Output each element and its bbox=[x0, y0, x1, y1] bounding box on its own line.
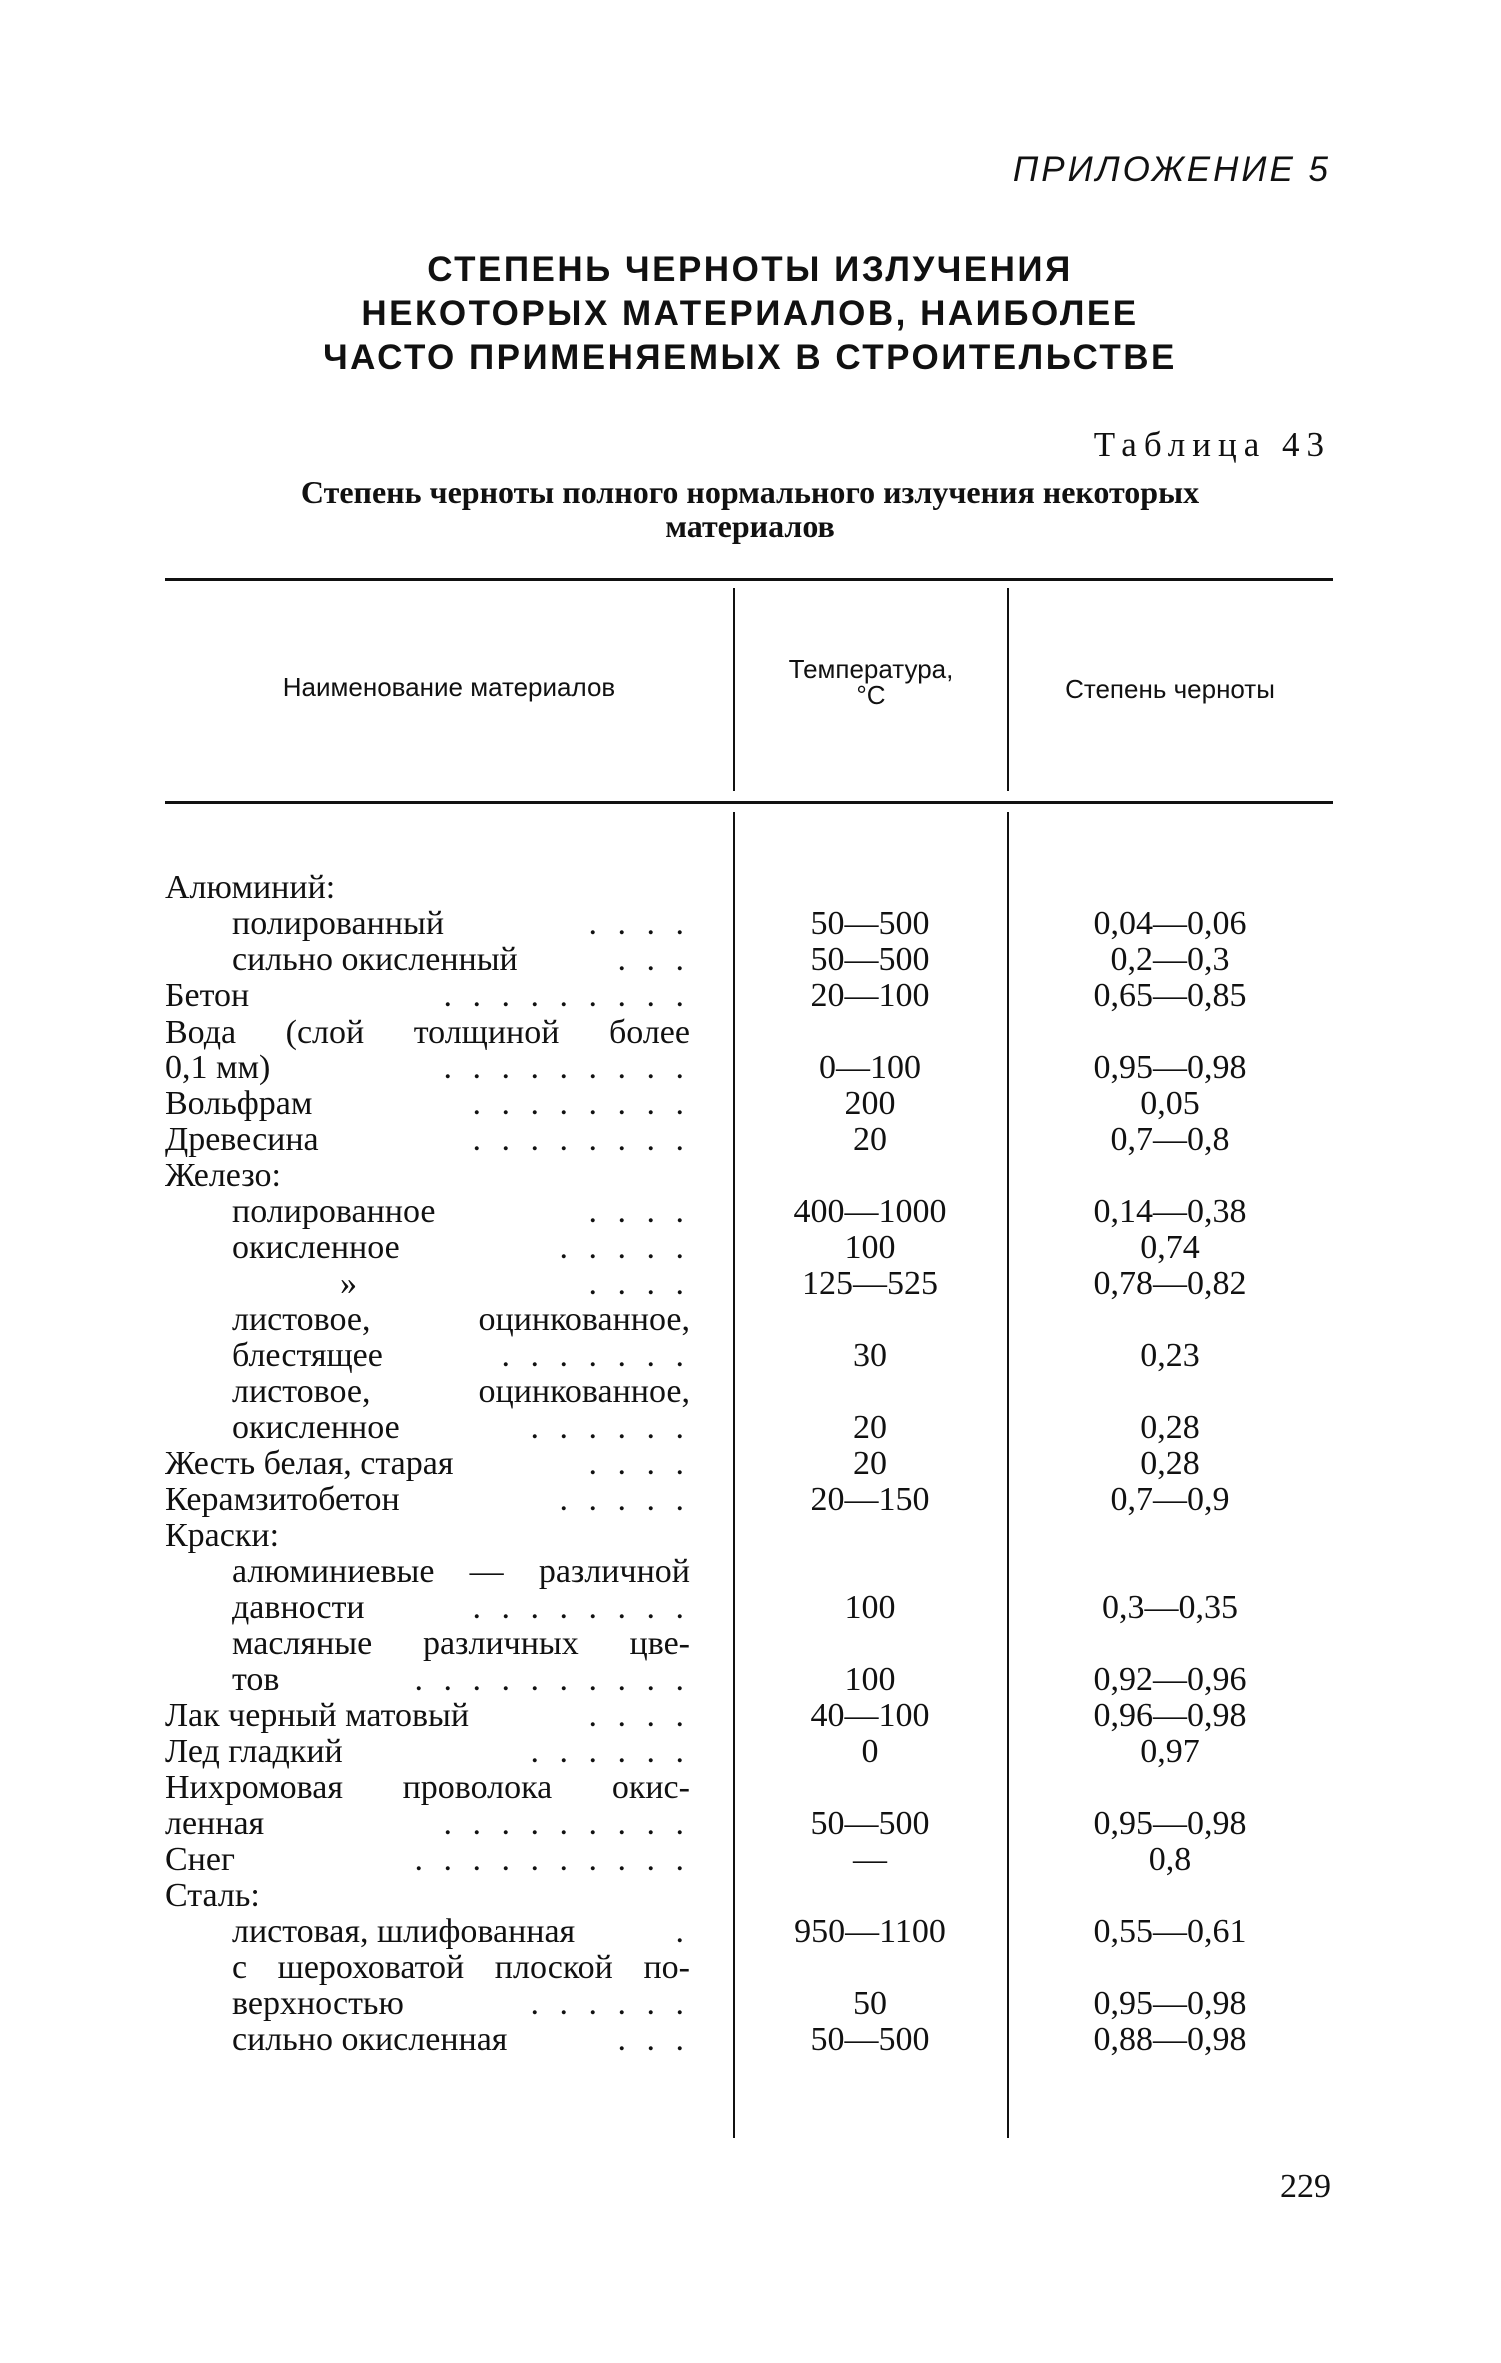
material-name-text: сильно окисленная bbox=[232, 2022, 508, 2058]
material-name bbox=[165, 1482, 690, 1518]
table-number: Таблица 43 bbox=[1093, 425, 1331, 464]
material-name-text: Сталь: bbox=[165, 1878, 260, 1914]
material-name-word: (слой bbox=[285, 1015, 365, 1051]
leader-dots: . . . . . . . . . bbox=[443, 978, 690, 1014]
header-emissivity: Степень черноты bbox=[1065, 674, 1275, 704]
material-name-text: Вольфрам bbox=[165, 1086, 313, 1122]
material-name-word: цве- bbox=[629, 1626, 690, 1662]
emissivity-value: 0,95—0,98 bbox=[1093, 1985, 1247, 2022]
material-name-word: различной bbox=[538, 1554, 690, 1590]
temperature-value: 0—100 bbox=[819, 1049, 921, 1086]
table-row bbox=[0, 1050, 1501, 1086]
emissivity-value: 0,28 bbox=[1140, 1445, 1200, 1482]
emissivity-value: 0,97 bbox=[1140, 1733, 1200, 1770]
leader-dots: . . . . . . . . bbox=[472, 1122, 690, 1158]
material-name-word: по- bbox=[643, 1950, 690, 1986]
temperature-value: 20 bbox=[853, 1445, 887, 1482]
emissivity-value: 0,14—0,38 bbox=[1093, 1193, 1247, 1230]
temperature-value: 100 bbox=[844, 1661, 896, 1698]
table-row bbox=[0, 1842, 1501, 1878]
temperature-value: 20 bbox=[853, 1121, 887, 1158]
leader-dots: . . . . . . bbox=[530, 1734, 690, 1770]
table-row bbox=[0, 1590, 1501, 1626]
table-row bbox=[0, 1878, 1501, 1914]
leader-dots: . . . . . . . . bbox=[472, 1590, 690, 1626]
material-name-text: сильно окисленный bbox=[232, 942, 518, 978]
leader-dots: . . . bbox=[617, 2022, 690, 2058]
material-name bbox=[232, 1194, 690, 1230]
material-name-text: окисленное bbox=[232, 1230, 400, 1266]
material-name-text: Алюминий: bbox=[165, 870, 336, 906]
emissivity-value: 0,23 bbox=[1140, 1337, 1200, 1374]
caption-line: материалов bbox=[665, 508, 835, 544]
title-line: ЧАСТО ПРИМЕНЯЕМЫХ В СТРОИТЕЛЬСТВЕ bbox=[323, 338, 1177, 377]
leader-dots: . . . . . . . . . . bbox=[414, 1842, 690, 1878]
table-top-rule bbox=[165, 578, 1333, 581]
leader-dots: . . . bbox=[617, 942, 690, 978]
material-name bbox=[232, 1338, 690, 1374]
material-name bbox=[232, 1410, 690, 1446]
table-row bbox=[0, 1302, 1501, 1338]
leader-dots: . bbox=[675, 1914, 690, 1950]
table-row bbox=[0, 1770, 1501, 1806]
temperature-value: 50 bbox=[853, 1985, 887, 2022]
temperature-value: 30 bbox=[853, 1337, 887, 1374]
table-row bbox=[0, 1698, 1501, 1734]
material-name bbox=[232, 1662, 690, 1698]
appendix-label: ПРИЛОЖЕНИЕ 5 bbox=[1012, 150, 1331, 189]
material-name-word: с bbox=[232, 1950, 248, 1986]
material-name-word: листовое, bbox=[232, 1374, 371, 1410]
table-row bbox=[0, 1554, 1501, 1590]
material-name-text: Краски: bbox=[165, 1518, 280, 1554]
table-row bbox=[0, 1338, 1501, 1374]
temperature-value: — bbox=[853, 1841, 887, 1878]
table-row bbox=[0, 1086, 1501, 1122]
material-name-word: проволока bbox=[402, 1770, 553, 1806]
emissivity-value: 0,92—0,96 bbox=[1093, 1661, 1247, 1698]
material-name bbox=[165, 978, 690, 1014]
material-name bbox=[232, 1230, 690, 1266]
material-name bbox=[165, 1122, 690, 1158]
material-name bbox=[165, 1158, 690, 1194]
emissivity-value: 0,88—0,98 bbox=[1093, 2021, 1247, 2058]
material-name bbox=[232, 1914, 690, 1950]
material-name-text: Древесина bbox=[165, 1122, 319, 1158]
table-row bbox=[0, 1986, 1501, 2022]
leader-dots: . . . . . . . . . bbox=[443, 1806, 690, 1842]
material-name bbox=[165, 1518, 690, 1554]
material-name-text: окисленное bbox=[232, 1410, 400, 1446]
leader-dots: . . . . . bbox=[559, 1482, 690, 1518]
material-name bbox=[165, 1842, 690, 1878]
leader-dots: . . . . . bbox=[559, 1230, 690, 1266]
leader-dots: . . . . bbox=[588, 1266, 690, 1302]
emissivity-value: 0,55—0,61 bbox=[1093, 1913, 1247, 1950]
material-name-text: Лед гладкий bbox=[165, 1734, 343, 1770]
table-row bbox=[0, 1734, 1501, 1770]
leader-dots: . . . . bbox=[588, 1446, 690, 1482]
emissivity-value: 0,95—0,98 bbox=[1093, 1049, 1247, 1086]
leader-dots: . . . . bbox=[588, 1698, 690, 1734]
table-row bbox=[0, 1518, 1501, 1554]
material-name bbox=[165, 1446, 690, 1482]
temperature-value: 0 bbox=[861, 1733, 879, 1770]
header-material-name: Наименование материалов bbox=[282, 672, 616, 702]
table-row bbox=[0, 1230, 1501, 1266]
table-row bbox=[0, 870, 1501, 906]
header-temperature-line2: °C bbox=[856, 680, 886, 710]
header-temperature bbox=[735, 656, 1007, 708]
material-name-text: блестящее bbox=[232, 1338, 383, 1374]
temperature-value: 400—1000 bbox=[793, 1193, 947, 1230]
table-row bbox=[0, 1662, 1501, 1698]
material-name-word: различных bbox=[422, 1626, 579, 1662]
temperature-value: 100 bbox=[844, 1589, 896, 1626]
material-name-word: оцинкованное, bbox=[478, 1374, 690, 1410]
temperature-value: 125—525 bbox=[802, 1265, 938, 1302]
table-row bbox=[0, 1374, 1501, 1410]
emissivity-value: 0,8 bbox=[1148, 1841, 1192, 1878]
emissivity-value: 0,7—0,8 bbox=[1110, 1121, 1230, 1158]
material-name-word: оцинкованное, bbox=[478, 1302, 690, 1338]
material-name bbox=[165, 1770, 690, 1806]
material-name-text: листовая, шлифованная bbox=[232, 1914, 576, 1950]
table-row bbox=[0, 2022, 1501, 2058]
leader-dots: . . . . . . bbox=[530, 1986, 690, 2022]
table-row bbox=[0, 1914, 1501, 1950]
title-line: СТЕПЕНЬ ЧЕРНОТЫ ИЗЛУЧЕНИЯ bbox=[427, 250, 1073, 289]
table-row bbox=[0, 1626, 1501, 1662]
leader-dots: . . . . bbox=[588, 1194, 690, 1230]
material-name-word: толщиной bbox=[413, 1015, 560, 1051]
header-bottom-rule bbox=[165, 801, 1333, 804]
material-name bbox=[165, 1734, 690, 1770]
temperature-value: 100 bbox=[844, 1229, 896, 1266]
material-name-text: » bbox=[340, 1266, 357, 1302]
material-name bbox=[232, 1554, 690, 1590]
material-name-word: — bbox=[469, 1554, 504, 1590]
material-name bbox=[232, 1626, 690, 1662]
emissivity-value: 0,74 bbox=[1140, 1229, 1200, 1266]
table-row bbox=[0, 1410, 1501, 1446]
material-name-word: плоской bbox=[494, 1950, 613, 1986]
temperature-value: 200 bbox=[844, 1085, 896, 1122]
material-name-text: давности bbox=[232, 1590, 365, 1626]
emissivity-value: 0,05 bbox=[1140, 1085, 1200, 1122]
material-name-text: Снег bbox=[165, 1842, 235, 1878]
emissivity-value: 0,95—0,98 bbox=[1093, 1805, 1247, 1842]
table-row bbox=[0, 1194, 1501, 1230]
emissivity-value: 0,28 bbox=[1140, 1409, 1200, 1446]
material-name-word: Нихромовая bbox=[165, 1770, 343, 1806]
material-name-text: полированное bbox=[232, 1194, 436, 1230]
table-row bbox=[0, 978, 1501, 1014]
temperature-value: 50—500 bbox=[810, 941, 930, 978]
material-name-text: Керамзитобетон bbox=[165, 1482, 400, 1518]
material-name bbox=[340, 1266, 690, 1302]
material-name bbox=[232, 1374, 690, 1410]
material-name bbox=[165, 870, 690, 906]
material-name bbox=[165, 1015, 690, 1051]
material-name-text: Железо: bbox=[165, 1158, 281, 1194]
material-name bbox=[232, 1302, 690, 1338]
table-row bbox=[0, 1446, 1501, 1482]
emissivity-value: 0,3—0,35 bbox=[1102, 1589, 1238, 1626]
emissivity-value: 0,78—0,82 bbox=[1093, 1265, 1247, 1302]
temperature-value: 20—100 bbox=[810, 977, 930, 1014]
material-name bbox=[232, 1986, 690, 2022]
leader-dots: . . . . . . . . . bbox=[443, 1050, 690, 1086]
temperature-value: 50—500 bbox=[810, 2021, 930, 2058]
material-name-text: Жесть белая, старая bbox=[165, 1446, 454, 1482]
temperature-value: 40—100 bbox=[810, 1697, 930, 1734]
material-name bbox=[232, 942, 690, 978]
emissivity-value: 0,65—0,85 bbox=[1093, 977, 1247, 1014]
page-title bbox=[170, 248, 1330, 380]
material-name-text: верхностью bbox=[232, 1986, 404, 2022]
material-name bbox=[165, 1086, 690, 1122]
material-name bbox=[232, 2022, 690, 2058]
material-name bbox=[165, 1806, 690, 1842]
leader-dots: . . . . . . . . . . bbox=[414, 1662, 690, 1698]
table-row bbox=[0, 1015, 1501, 1051]
material-name-word: Вода bbox=[165, 1015, 237, 1051]
material-name-text: Бетон bbox=[165, 978, 250, 1014]
table-row bbox=[0, 1158, 1501, 1194]
material-name bbox=[232, 1950, 690, 1986]
emissivity-value: 0,7—0,9 bbox=[1110, 1481, 1230, 1518]
emissivity-value: 0,2—0,3 bbox=[1110, 941, 1230, 978]
material-name-word: окис- bbox=[611, 1770, 690, 1806]
table-row bbox=[0, 1122, 1501, 1158]
leader-dots: . . . . . . bbox=[530, 1410, 690, 1446]
leader-dots: . . . . bbox=[588, 906, 690, 942]
material-name-word: более bbox=[608, 1015, 690, 1051]
material-name bbox=[165, 1698, 690, 1734]
table-row bbox=[0, 1266, 1501, 1302]
material-name-word: алюминиевые bbox=[232, 1554, 435, 1590]
table-row bbox=[0, 1482, 1501, 1518]
temperature-value: 20 bbox=[853, 1409, 887, 1446]
material-name-word: масляные bbox=[232, 1626, 373, 1662]
temperature-value: 950—1100 bbox=[794, 1913, 946, 1950]
material-name bbox=[165, 1050, 690, 1086]
material-name-text: ленная bbox=[165, 1806, 265, 1842]
temperature-value: 50—500 bbox=[810, 1805, 930, 1842]
leader-dots: . . . . . . . bbox=[501, 1338, 690, 1374]
material-name bbox=[165, 1878, 690, 1914]
material-name-word: шероховатой bbox=[277, 1950, 465, 1986]
temperature-value: 20—150 bbox=[810, 1481, 930, 1518]
table-row bbox=[0, 1950, 1501, 1986]
material-name-text: Лак черный матовый bbox=[165, 1698, 470, 1734]
emissivity-value: 0,96—0,98 bbox=[1093, 1697, 1247, 1734]
title-line: НЕКОТОРЫХ МАТЕРИАЛОВ, НАИБОЛЕЕ bbox=[361, 294, 1139, 333]
material-name-word: листовое, bbox=[232, 1302, 371, 1338]
leader-dots: . . . . . . . . bbox=[472, 1086, 690, 1122]
caption-line: Степень черноты полного нормального излучения некоторых bbox=[300, 474, 1200, 510]
material-name bbox=[232, 906, 690, 942]
header-temperature-line1: Температура, bbox=[788, 654, 954, 684]
table-caption bbox=[170, 475, 1330, 543]
emissivity-value: 0,04—0,06 bbox=[1093, 905, 1247, 942]
table-row bbox=[0, 942, 1501, 978]
page-number: 229 bbox=[1280, 2168, 1331, 2205]
temperature-value: 50—500 bbox=[810, 905, 930, 942]
table-row bbox=[0, 906, 1501, 942]
material-name-text: полированный bbox=[232, 906, 445, 942]
material-name-text: тов bbox=[232, 1662, 280, 1698]
material-name-text: 0,1 мм) bbox=[165, 1050, 271, 1086]
table-row bbox=[0, 1806, 1501, 1842]
material-name bbox=[232, 1590, 690, 1626]
